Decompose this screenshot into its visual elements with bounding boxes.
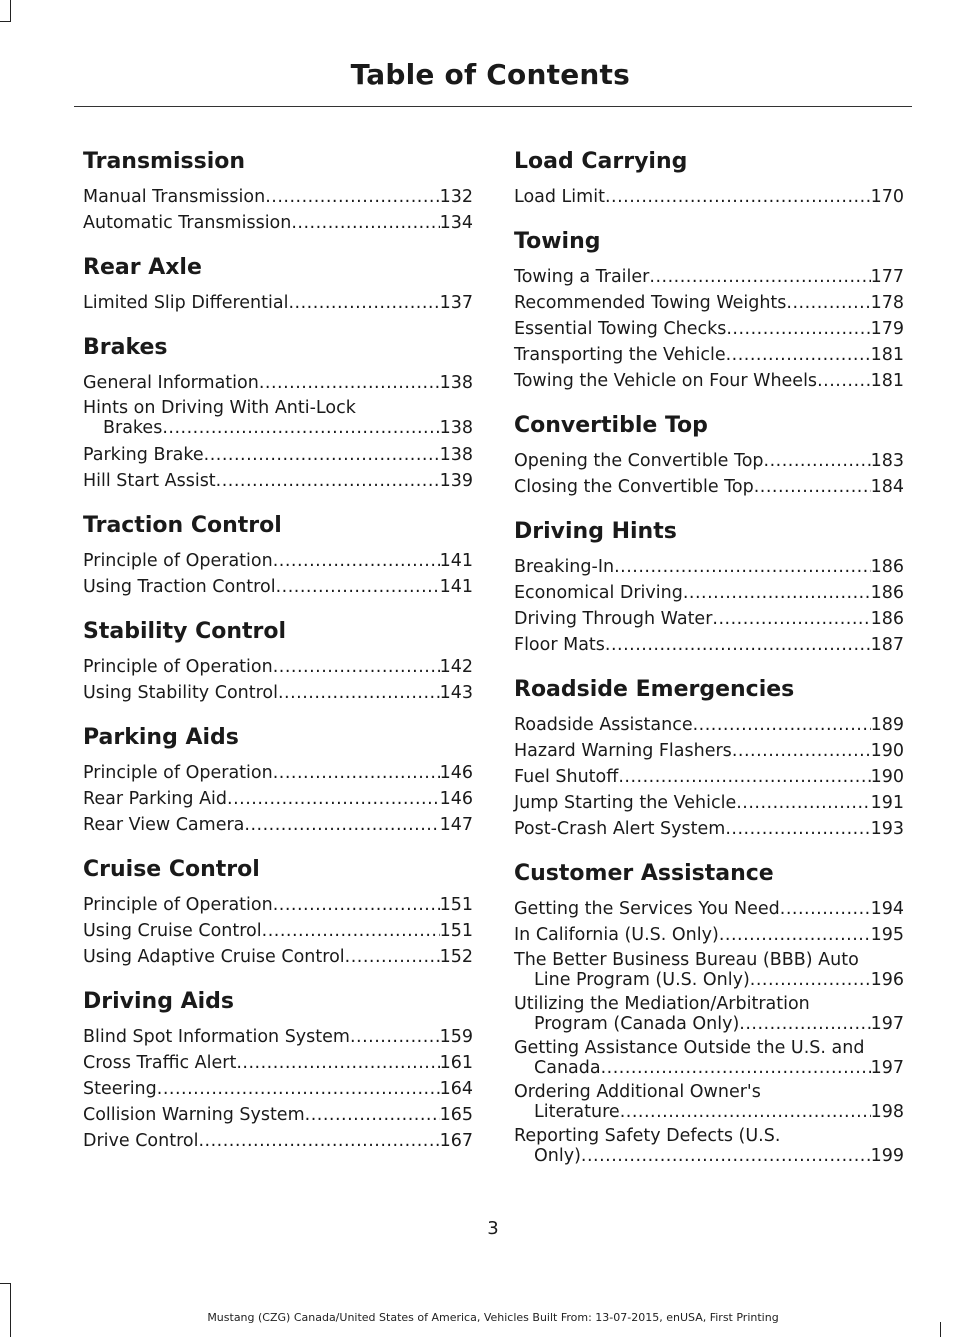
toc-entry-title: Principle of Operation bbox=[83, 763, 273, 783]
toc-entry-page: 186 bbox=[870, 583, 904, 603]
toc-section-stability-control bbox=[83, 618, 473, 706]
dot-leader bbox=[227, 786, 440, 812]
toc-entry[interactable] bbox=[83, 654, 473, 680]
toc-entry-page: 193 bbox=[870, 819, 904, 839]
toc-entry-title: Driving Through Water bbox=[514, 609, 713, 629]
toc-entry[interactable] bbox=[83, 1128, 473, 1154]
dot-leader bbox=[276, 574, 440, 600]
toc-entry-title-continued: Line Program (U.S. Only) bbox=[534, 970, 750, 990]
toc-entry-page: 141 bbox=[439, 577, 473, 597]
dot-leader bbox=[614, 554, 871, 580]
toc-entry-title-continued: Canada bbox=[534, 1058, 601, 1078]
toc-entry-title: Recommended Towing Weights bbox=[514, 293, 787, 313]
toc-entry-title: Towing a Trailer bbox=[514, 267, 650, 287]
toc-entry-page: 198 bbox=[870, 1102, 904, 1122]
toc-entry-title: Towing the Vehicle on Four Wheels bbox=[514, 371, 818, 391]
page-title: Table of Contents bbox=[350, 58, 630, 91]
dot-leader bbox=[278, 680, 440, 706]
crop-mark-bottom-left bbox=[10, 1283, 11, 1337]
toc-entry-title: Cross Traffic Alert bbox=[83, 1053, 237, 1073]
toc-section-transmission bbox=[83, 148, 473, 236]
dot-leader bbox=[693, 712, 871, 738]
toc-entry-title: Getting the Services You Need bbox=[514, 899, 780, 919]
toc-entry-title: Using Stability Control bbox=[83, 683, 278, 703]
section-heading: Parking Aids bbox=[83, 725, 239, 750]
toc-entry-title: Fuel Shutoff bbox=[514, 767, 619, 787]
dot-leader bbox=[726, 316, 870, 342]
toc-entry-page: 167 bbox=[439, 1131, 473, 1151]
toc-entry-page: 177 bbox=[870, 267, 904, 287]
toc-entry-page: 197 bbox=[870, 1014, 904, 1034]
toc-entry-title: Limited Slip Differential bbox=[83, 293, 289, 313]
dot-leader bbox=[618, 764, 870, 790]
toc-entry-title: Reporting Safety Defects (U.S. bbox=[514, 1126, 781, 1146]
toc-entry-page: 199 bbox=[870, 1146, 904, 1166]
toc-section-driving-hints bbox=[514, 518, 904, 658]
toc-entry-title: Load Limit bbox=[514, 187, 605, 207]
toc-entry-title: Principle of Operation bbox=[83, 895, 273, 915]
toc-entry-page: 186 bbox=[870, 609, 904, 629]
toc-entry-page: 138 bbox=[439, 445, 473, 465]
toc-entry[interactable] bbox=[83, 680, 473, 706]
dot-leader bbox=[750, 970, 871, 990]
dot-leader bbox=[273, 760, 440, 786]
section-heading: Traction Control bbox=[83, 513, 282, 538]
toc-entry-title: Collision Warning System bbox=[83, 1105, 305, 1125]
toc-entry[interactable] bbox=[514, 994, 904, 1034]
toc-entry-title: Using Adaptive Cruise Control bbox=[83, 947, 345, 967]
section-heading: Driving Hints bbox=[514, 519, 677, 544]
toc-entry-title: Closing the Convertible Top bbox=[514, 477, 754, 497]
toc-entry[interactable] bbox=[514, 712, 904, 738]
toc-entry[interactable] bbox=[514, 950, 904, 990]
toc-entry-page: 161 bbox=[439, 1053, 473, 1073]
dot-leader bbox=[291, 210, 439, 236]
toc-entry-title: Essential Towing Checks bbox=[514, 319, 727, 339]
toc-entry-title: Drive Control bbox=[83, 1131, 199, 1151]
toc-entry[interactable] bbox=[83, 1102, 473, 1128]
toc-entry[interactable] bbox=[514, 896, 904, 922]
crop-mark-top-left-h bbox=[0, 21, 11, 22]
dot-leader bbox=[754, 474, 871, 500]
footer-text: Mustang (CZG) Canada/United States of America, Vehicles Built From: 13-07-2015, enUSA, First Printing bbox=[207, 1311, 779, 1324]
toc-entry-title-continued: Only) bbox=[534, 1146, 581, 1166]
toc-section-customer-assistance bbox=[514, 860, 904, 1166]
section-heading: Convertible Top bbox=[514, 413, 708, 438]
dot-leader bbox=[732, 738, 871, 764]
toc-entry[interactable] bbox=[83, 184, 473, 210]
toc-entry-page: 138 bbox=[439, 373, 473, 393]
toc-entry[interactable] bbox=[514, 632, 904, 658]
toc-entry-page: 194 bbox=[870, 899, 904, 919]
toc-section-brakes bbox=[83, 334, 473, 494]
dot-leader bbox=[736, 790, 870, 816]
toc-entry-title: General Information bbox=[83, 373, 259, 393]
section-heading: Stability Control bbox=[83, 619, 287, 644]
toc-entry[interactable] bbox=[514, 290, 904, 316]
toc-entry-page: 159 bbox=[439, 1027, 473, 1047]
toc-entry[interactable] bbox=[83, 944, 473, 970]
toc-entry-page: 196 bbox=[870, 970, 904, 990]
toc-entry-title: Automatic Transmission bbox=[83, 213, 292, 233]
dot-leader bbox=[350, 1024, 440, 1050]
toc-entry-title: Breaking-In bbox=[514, 557, 615, 577]
toc-entry-page: 138 bbox=[439, 418, 473, 438]
toc-entry-page: 189 bbox=[870, 715, 904, 735]
toc-entry-title: Principle of Operation bbox=[83, 551, 273, 571]
dot-leader bbox=[601, 1058, 871, 1078]
toc-entry-page: 152 bbox=[439, 947, 473, 967]
toc-entry-title: Opening the Convertible Top bbox=[514, 451, 764, 471]
dot-leader bbox=[719, 922, 871, 948]
dot-leader bbox=[288, 290, 439, 316]
toc-entry[interactable] bbox=[83, 812, 473, 838]
toc-entry-page: 142 bbox=[439, 657, 473, 677]
toc-entry-title: Rear View Camera bbox=[83, 815, 245, 835]
toc-entry-page: 139 bbox=[439, 471, 473, 491]
dot-leader bbox=[726, 342, 871, 368]
toc-entry[interactable] bbox=[514, 368, 904, 394]
toc-section-driving-aids bbox=[83, 988, 473, 1154]
dot-leader bbox=[725, 816, 870, 842]
toc-entry[interactable] bbox=[83, 1024, 473, 1050]
toc-entry[interactable] bbox=[514, 264, 904, 290]
dot-leader bbox=[273, 892, 440, 918]
toc-entry-title: Economical Driving bbox=[514, 583, 683, 603]
dot-leader bbox=[157, 1076, 440, 1102]
toc-entry[interactable] bbox=[83, 918, 473, 944]
toc-section-load-carrying bbox=[514, 148, 904, 210]
dot-leader bbox=[780, 896, 871, 922]
toc-entry-page: 183 bbox=[870, 451, 904, 471]
toc-entry-title: Steering bbox=[83, 1079, 157, 1099]
toc-section-roadside-emergencies bbox=[514, 676, 904, 842]
toc-entry-page: 147 bbox=[439, 815, 473, 835]
toc-entry[interactable] bbox=[514, 342, 904, 368]
dot-leader bbox=[739, 1014, 870, 1034]
page-number: 3 bbox=[487, 1218, 499, 1239]
dot-leader bbox=[605, 632, 871, 658]
toc-entry-title-continued: Brakes bbox=[103, 418, 163, 438]
toc-entry[interactable] bbox=[514, 606, 904, 632]
toc-entry[interactable] bbox=[514, 816, 904, 842]
toc-entry-title: Roadside Assistance bbox=[514, 715, 693, 735]
dot-leader bbox=[683, 580, 871, 606]
dot-leader bbox=[273, 548, 440, 574]
toc-entry[interactable] bbox=[83, 760, 473, 786]
toc-entry-title: Transporting the Vehicle bbox=[514, 345, 726, 365]
toc-entry-title: Jump Starting the Vehicle bbox=[514, 793, 737, 813]
toc-entry-page: 137 bbox=[439, 293, 473, 313]
toc-entry-title: Manual Transmission bbox=[83, 187, 266, 207]
toc-entry-title: The Better Business Bureau (BBB) Auto bbox=[514, 950, 859, 970]
toc-section-towing bbox=[514, 228, 904, 394]
toc-entry-page: 187 bbox=[870, 635, 904, 655]
toc-entry[interactable] bbox=[514, 1082, 904, 1122]
toc-entry[interactable] bbox=[83, 468, 473, 494]
crop-mark-top-left bbox=[10, 0, 11, 22]
toc-entry-title: Hazard Warning Flashers bbox=[514, 741, 732, 761]
toc-entry[interactable] bbox=[83, 574, 473, 600]
dot-leader bbox=[244, 812, 439, 838]
toc-entry-page: 146 bbox=[439, 789, 473, 809]
section-heading: Brakes bbox=[83, 335, 168, 360]
toc-entry[interactable] bbox=[514, 580, 904, 606]
toc-entry[interactable] bbox=[514, 1126, 904, 1166]
toc-entry-title: Ordering Additional Owner's bbox=[514, 1082, 761, 1102]
toc-entry[interactable] bbox=[514, 184, 904, 210]
toc-entry-page: 151 bbox=[439, 895, 473, 915]
toc-entry-title: Utilizing the Mediation/Arbitration bbox=[514, 994, 810, 1014]
toc-entry-title: Getting Assistance Outside the U.S. and bbox=[514, 1038, 865, 1058]
toc-entry-page: 151 bbox=[439, 921, 473, 941]
dot-leader bbox=[259, 370, 440, 396]
toc-entry-page: 181 bbox=[870, 371, 904, 391]
toc-left-column bbox=[83, 148, 473, 1172]
dot-leader bbox=[236, 1050, 439, 1076]
toc-entry[interactable] bbox=[514, 448, 904, 474]
dot-leader bbox=[273, 654, 440, 680]
toc-entry-title: Using Traction Control bbox=[83, 577, 276, 597]
dot-leader bbox=[204, 442, 440, 468]
toc-entry-title-continued: Literature bbox=[534, 1102, 620, 1122]
section-heading: Cruise Control bbox=[83, 857, 260, 882]
dot-leader bbox=[305, 1102, 440, 1128]
toc-entry[interactable] bbox=[83, 1076, 473, 1102]
toc-entry[interactable] bbox=[83, 442, 473, 468]
section-heading: Driving Aids bbox=[83, 989, 235, 1014]
dot-leader bbox=[265, 184, 439, 210]
toc-entry-title: Hill Start Assist bbox=[83, 471, 216, 491]
toc-entry-page: 190 bbox=[870, 741, 904, 761]
toc-entry[interactable] bbox=[83, 892, 473, 918]
toc-entry[interactable] bbox=[83, 370, 473, 396]
toc-entry-page: 186 bbox=[870, 557, 904, 577]
title-rule bbox=[74, 106, 912, 107]
toc-entry-page: 184 bbox=[870, 477, 904, 497]
toc-entry[interactable] bbox=[514, 554, 904, 580]
toc-entry[interactable] bbox=[83, 548, 473, 574]
toc-entry-title: Blind Spot Information System bbox=[83, 1027, 350, 1047]
section-heading: Towing bbox=[514, 229, 601, 254]
dot-leader bbox=[198, 1128, 439, 1154]
toc-entry-page: 134 bbox=[439, 213, 473, 233]
toc-entry-title: Principle of Operation bbox=[83, 657, 273, 677]
toc-section-convertible-top bbox=[514, 412, 904, 500]
toc-section-rear-axle bbox=[83, 254, 473, 316]
toc-entry[interactable] bbox=[514, 738, 904, 764]
section-heading: Customer Assistance bbox=[514, 861, 774, 886]
section-heading: Load Carrying bbox=[514, 149, 688, 174]
dot-leader bbox=[764, 448, 871, 474]
toc-entry-title: Parking Brake bbox=[83, 445, 204, 465]
dot-leader bbox=[581, 1146, 871, 1166]
toc-entry-title: Rear Parking Aid bbox=[83, 789, 228, 809]
toc-entry[interactable] bbox=[514, 764, 904, 790]
toc-entry[interactable] bbox=[514, 790, 904, 816]
toc-entry-page: 165 bbox=[439, 1105, 473, 1125]
toc-entry-page: 179 bbox=[870, 319, 904, 339]
toc-entry-page: 181 bbox=[870, 345, 904, 365]
toc-entry-page: 132 bbox=[439, 187, 473, 207]
toc-entry[interactable] bbox=[83, 786, 473, 812]
toc-entry[interactable] bbox=[83, 290, 473, 316]
toc-section-traction-control bbox=[83, 512, 473, 600]
toc-entry-page: 164 bbox=[439, 1079, 473, 1099]
toc-right-column bbox=[514, 148, 904, 1184]
dot-leader bbox=[649, 264, 870, 290]
dot-leader bbox=[712, 606, 870, 632]
toc-entry-page: 190 bbox=[870, 767, 904, 787]
dot-leader bbox=[262, 918, 440, 944]
crop-mark-bottom-left-h bbox=[0, 1283, 11, 1284]
toc-entry[interactable] bbox=[83, 1050, 473, 1076]
toc-entry-page: 197 bbox=[870, 1058, 904, 1078]
toc-entry-page: 143 bbox=[439, 683, 473, 703]
dot-leader bbox=[605, 184, 871, 210]
toc-entry-page: 191 bbox=[870, 793, 904, 813]
toc-entry[interactable] bbox=[514, 316, 904, 342]
section-heading: Roadside Emergencies bbox=[514, 677, 795, 702]
toc-entry-page: 178 bbox=[870, 293, 904, 313]
toc-entry[interactable] bbox=[514, 1038, 904, 1078]
toc-entry-page: 195 bbox=[870, 925, 904, 945]
toc-entry-title: Hints on Driving With Anti-Lock bbox=[83, 398, 356, 418]
dot-leader bbox=[345, 944, 440, 970]
toc-entry-page: 141 bbox=[439, 551, 473, 571]
toc-entry-title: Using Cruise Control bbox=[83, 921, 262, 941]
section-heading: Transmission bbox=[83, 149, 246, 174]
toc-entry-title: Floor Mats bbox=[514, 635, 605, 655]
toc-entry-page: 146 bbox=[439, 763, 473, 783]
dot-leader bbox=[620, 1102, 871, 1122]
crop-mark-bottom-right bbox=[940, 1322, 941, 1337]
toc-section-cruise-control bbox=[83, 856, 473, 970]
dot-leader bbox=[786, 290, 870, 316]
toc-entry-title-continued: Program (Canada Only) bbox=[534, 1014, 740, 1034]
toc-entry[interactable] bbox=[514, 474, 904, 500]
toc-entry[interactable] bbox=[83, 398, 473, 438]
toc-entry[interactable] bbox=[514, 922, 904, 948]
toc-entry-title: In California (U.S. Only) bbox=[514, 925, 719, 945]
section-heading: Rear Axle bbox=[83, 255, 202, 280]
dot-leader bbox=[817, 368, 871, 394]
dot-leader bbox=[162, 418, 439, 438]
toc-section-parking-aids bbox=[83, 724, 473, 838]
toc-entry-title: Post-Crash Alert System bbox=[514, 819, 726, 839]
toc-entry[interactable] bbox=[83, 210, 473, 236]
toc-entry-page: 170 bbox=[870, 187, 904, 207]
dot-leader bbox=[216, 468, 440, 494]
